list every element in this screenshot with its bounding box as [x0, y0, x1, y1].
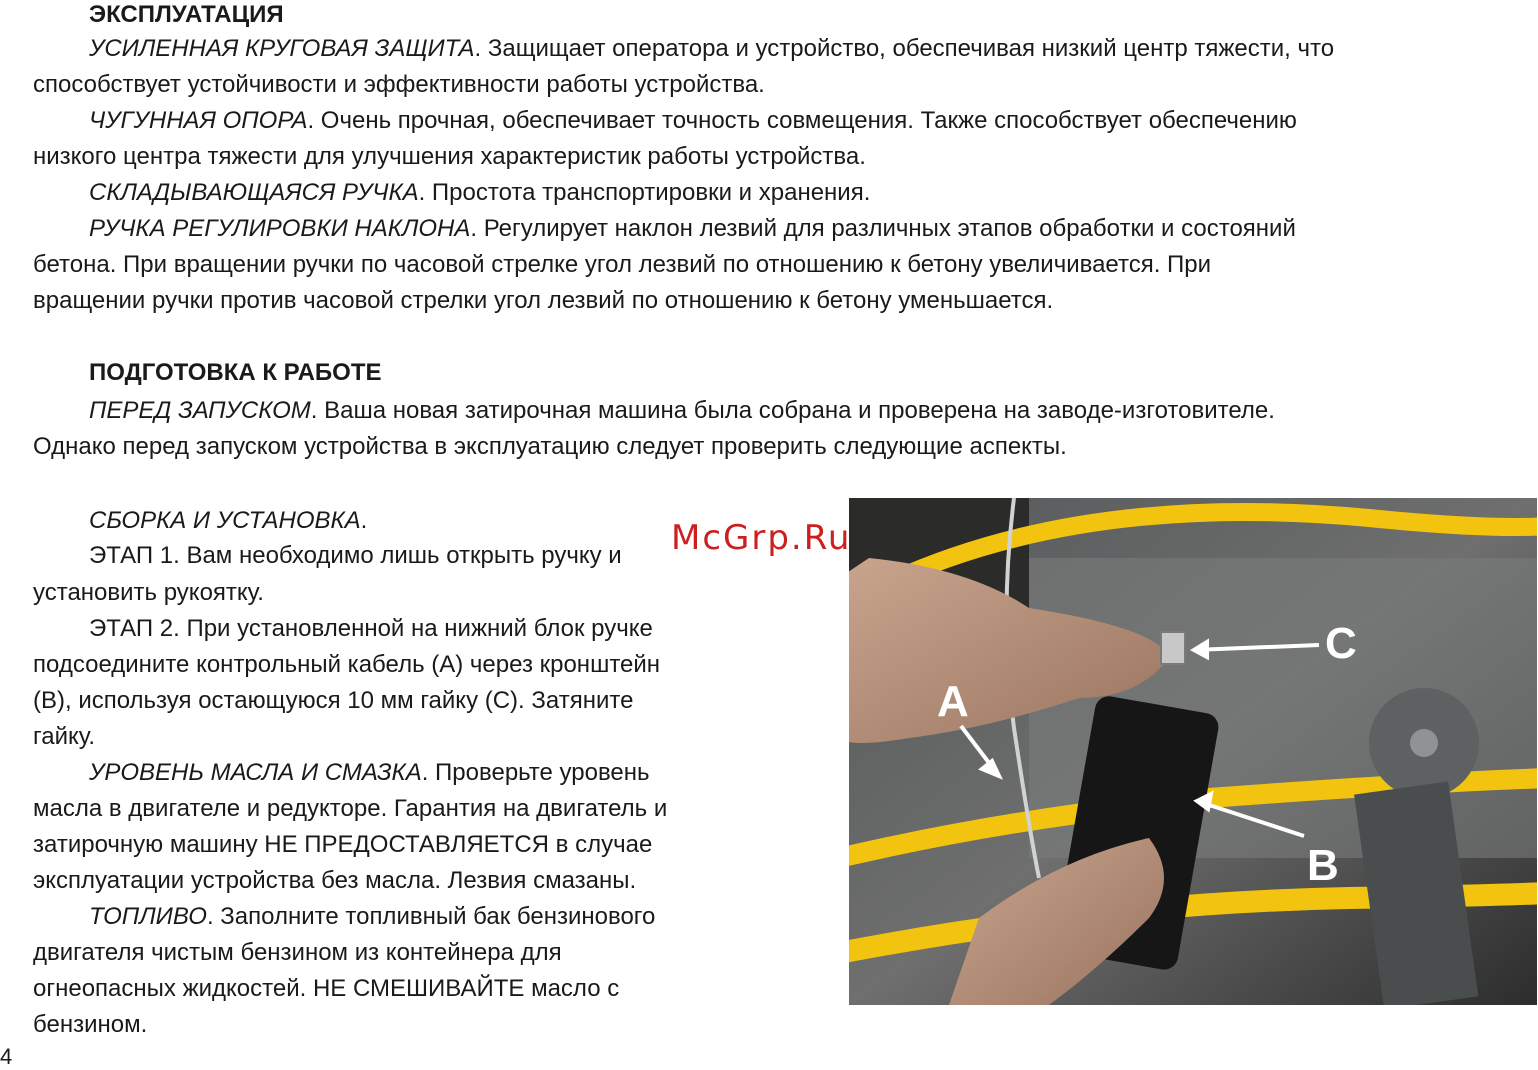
lead-support: ЧУГУННАЯ ОПОРА: [89, 107, 308, 134]
lead-oil: УРОВЕНЬ МАСЛА И СМАЗКА: [89, 759, 422, 786]
oil-line2: масла в двигателе и редукторе. Гарантия на двигатель и: [33, 795, 668, 822]
section-heading-operation: ЭКСПЛУАТАЦИЯ: [89, 1, 284, 28]
lead-folding-handle: СКЛАДЫВАЮЩАЯСЯ РУЧКА: [89, 179, 419, 206]
fuel-line3: огнеопасных жидкостей. НЕ СМЕШИВАЙТЕ масло с: [33, 975, 620, 1002]
paragraph-before-start-line2: Однако перед запуском устройства в эксплуатацию следует проверить следующие аспекты.: [33, 433, 1067, 460]
fuel-line2: двигателя чистым бензином из контейнера для: [33, 939, 562, 966]
lead-fuel: ТОПЛИВО: [89, 903, 207, 930]
label-c: C: [1325, 619, 1357, 668]
fuel-line4: бензином.: [33, 1011, 148, 1038]
fuel-line1: ТОПЛИВО. Заполните топливный бак бензинового: [89, 903, 656, 930]
assembly-heading: СБОРКА И УСТАНОВКА.: [89, 507, 368, 534]
photo-illustration: [849, 498, 1537, 1005]
label-a: A: [937, 677, 969, 726]
nut: [1161, 632, 1185, 664]
assembly-photo: [849, 498, 1537, 1005]
oil-line4: эксплуатации устройства без масла. Лезвия смазаны.: [33, 867, 637, 894]
lead-pitch-handle: РУЧКА РЕГУЛИРОВКИ НАКЛОНА: [89, 215, 471, 242]
paragraph-folding-handle: СКЛАДЫВАЮЩАЯСЯ РУЧКА. Простота транспортировки и хранения.: [89, 179, 871, 206]
step2-line1: ЭТАП 2. При установленной на нижний блок ручке: [89, 615, 653, 642]
step1-line1: ЭТАП 1. Вам необходимо лишь открыть ручку и: [89, 542, 622, 569]
oil-line3: затирочную машину НЕ ПРЕДОСТАВЛЯЕТСЯ в случае: [33, 831, 653, 858]
watermark: McGrp.Ru: [671, 518, 852, 558]
oil-line1: УРОВЕНЬ МАСЛА И СМАЗКА. Проверьте уровень: [89, 759, 650, 786]
label-b: B: [1307, 841, 1339, 890]
lead-before-start: ПЕРЕД ЗАПУСКОМ: [89, 397, 311, 424]
lead-assembly: СБОРКА И УСТАНОВКА: [89, 507, 361, 534]
paragraph-protection-line2: способствует устойчивости и эффективности работы устройства.: [33, 71, 765, 98]
paragraph-pitch-line2: бетона. При вращении ручки по часовой стрелке угол лезвий по отношению к бетону увеличивается. При: [33, 251, 1212, 278]
paragraph-pitch-line1: РУЧКА РЕГУЛИРОВКИ НАКЛОНА. Регулирует наклон лезвий для различных этапов обработки и состояний: [89, 215, 1296, 242]
step2-line3: (B), используя остающуюся 10 мм гайку (C). Затяните: [33, 687, 634, 714]
paragraph-pitch-line3: вращении ручки против часовой стрелки угол лезвий по отношению к бетону уменьшается.: [33, 287, 1054, 314]
section-heading-preparation: ПОДГОТОВКА К РАБОТЕ: [89, 359, 382, 386]
page-number: 4: [0, 1044, 13, 1069]
paragraph-support-line2: низкого центра тяжести для улучшения характеристик работы устройства.: [33, 143, 866, 170]
paragraph-before-start-line1: ПЕРЕД ЗАПУСКОМ. Ваша новая затирочная машина была собрана и проверена на заводе-изготовителе.: [89, 397, 1275, 424]
paragraph-protection-line1: УСИЛЕННАЯ КРУГОВАЯ ЗАЩИТА. Защищает оператора и устройство, обеспечивая низкий центр тяжести, что: [89, 35, 1335, 62]
paragraph-support-line1: ЧУГУННАЯ ОПОРА. Очень прочная, обеспечивает точность совмещения. Также способствует обеспечению: [89, 107, 1297, 134]
step1-line2: установить рукоятку.: [33, 579, 264, 606]
step2-line4: гайку.: [33, 723, 96, 750]
lead-protection: УСИЛЕННАЯ КРУГОВАЯ ЗАЩИТА: [89, 35, 475, 62]
step2-line2: подсоедините контрольный кабель (A) через кронштейн: [33, 651, 661, 678]
